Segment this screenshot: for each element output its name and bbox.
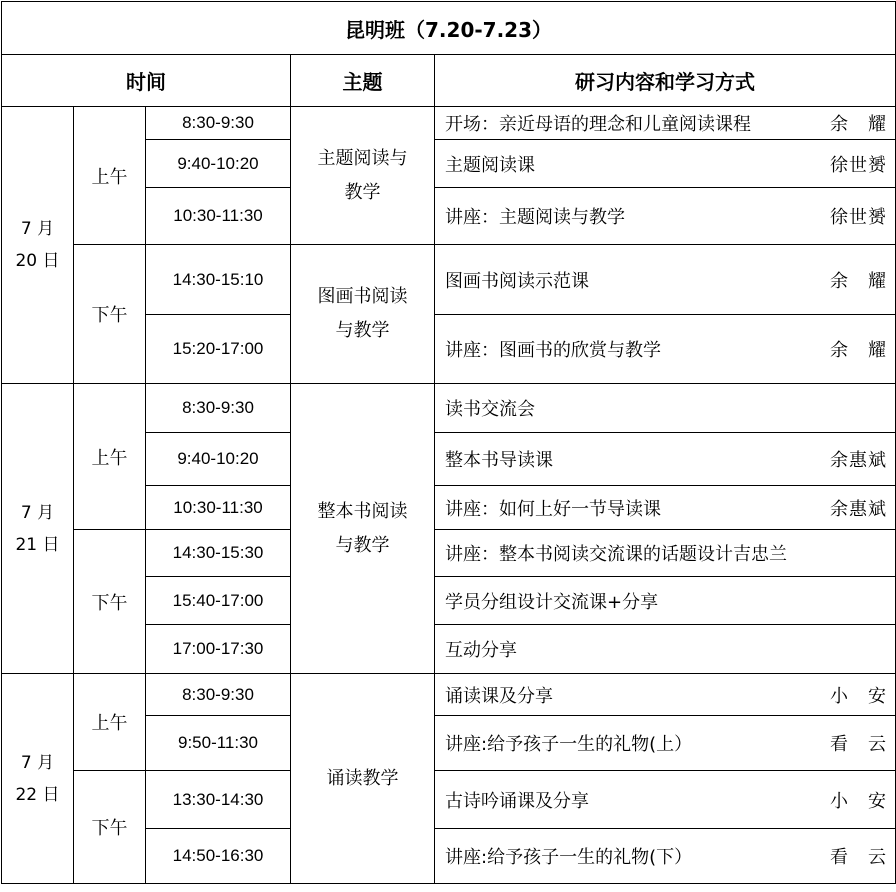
lecturer-name: 小 安 bbox=[830, 790, 888, 812]
period-pm: 下午 bbox=[74, 530, 146, 674]
time-slot: 9:50-11:30 bbox=[146, 716, 291, 771]
theme-cell: 诵读教学 bbox=[291, 674, 435, 884]
lecturer-name: 余惠斌 bbox=[830, 450, 888, 471]
table-title: 昆明班（7.20-7.23） bbox=[2, 2, 896, 55]
date-day: 20 日 bbox=[15, 251, 60, 271]
time-slot: 10:30-11:30 bbox=[146, 486, 291, 530]
time-slot: 8:30-9:30 bbox=[146, 674, 291, 716]
content-cell bbox=[435, 245, 896, 315]
header-theme: 主题 bbox=[291, 55, 435, 107]
date-cell bbox=[2, 674, 74, 884]
content-text: 整本书导读课 bbox=[445, 450, 553, 471]
date-cell bbox=[2, 384, 74, 674]
content-text: 讲座:给予孩子一生的礼物(下） bbox=[445, 847, 693, 868]
header-time: 时间 bbox=[2, 55, 291, 107]
time-slot: 9:40-10:20 bbox=[146, 140, 291, 188]
period-pm: 下午 bbox=[74, 245, 146, 384]
theme-cell: 图画书阅读 与教学 bbox=[291, 245, 435, 384]
content-text: 诵读课及分享 bbox=[445, 685, 553, 707]
time-slot: 13:30-14:30 bbox=[146, 771, 291, 829]
content-cell bbox=[435, 771, 896, 829]
lecturer-name: 余 耀 bbox=[830, 270, 888, 292]
time-slot: 15:20-17:00 bbox=[146, 315, 291, 384]
content-text: 互动分享 bbox=[445, 640, 517, 661]
lecturer-name: 小 安 bbox=[830, 685, 888, 707]
lecturer-name: 徐世赟 bbox=[830, 154, 888, 176]
content-cell bbox=[435, 384, 896, 433]
content-text: 讲座：整本书阅读交流课的话题设计吉忠兰 bbox=[445, 544, 787, 565]
content-cell bbox=[435, 625, 896, 674]
header-content: 研习内容和学习方式 bbox=[435, 55, 896, 107]
content-cell bbox=[435, 829, 896, 884]
date-month: 7 月 bbox=[20, 502, 55, 523]
content-cell bbox=[435, 188, 896, 245]
theme-cell: 主题阅读与 教学 bbox=[291, 107, 435, 245]
time-slot: 14:50-16:30 bbox=[146, 829, 291, 884]
period-pm: 下午 bbox=[74, 771, 146, 884]
content-text: 学员分组设计交流课+分享 bbox=[445, 591, 659, 613]
date-month: 7 月 bbox=[20, 219, 55, 239]
theme-cell: 整本书阅读 与教学 bbox=[291, 384, 435, 674]
content-cell bbox=[435, 486, 896, 530]
lecturer-name: 看 云 bbox=[830, 734, 888, 755]
date-cell bbox=[2, 107, 74, 384]
content-cell bbox=[435, 674, 896, 716]
period-am: 上午 bbox=[74, 107, 146, 245]
content-cell bbox=[435, 530, 896, 577]
content-cell bbox=[435, 315, 896, 384]
content-cell bbox=[435, 577, 896, 625]
time-slot: 17:00-17:30 bbox=[146, 625, 291, 674]
lecturer-name: 看 云 bbox=[830, 847, 888, 868]
content-text: 主题阅读课 bbox=[445, 154, 535, 176]
content-text: 讲座：图画书的欣赏与教学 bbox=[445, 340, 661, 361]
time-slot: 10:30-11:30 bbox=[146, 188, 291, 245]
date-day: 22 日 bbox=[15, 784, 60, 805]
time-slot: 15:40-17:00 bbox=[146, 577, 291, 625]
lecturer-name: 徐世赟 bbox=[830, 207, 888, 228]
content-text: 开场：亲近母语的理念和儿童阅读课程 bbox=[445, 114, 751, 135]
lecturer-name: 余惠斌 bbox=[830, 498, 888, 520]
content-cell bbox=[435, 140, 896, 188]
content-text: 讲座:给予孩子一生的礼物(上） bbox=[445, 734, 693, 755]
lecturer-name: 余 耀 bbox=[830, 340, 888, 361]
period-am: 上午 bbox=[74, 384, 146, 530]
lecturer-name: 余 耀 bbox=[830, 114, 888, 135]
content-cell bbox=[435, 433, 896, 486]
period-am: 上午 bbox=[74, 674, 146, 771]
content-text: 读书交流会 bbox=[445, 399, 535, 420]
content-cell bbox=[435, 107, 896, 140]
time-slot: 14:30-15:30 bbox=[146, 530, 291, 577]
time-slot: 8:30-9:30 bbox=[146, 107, 291, 140]
content-cell bbox=[435, 716, 896, 771]
date-day: 21 日 bbox=[15, 534, 60, 555]
content-text: 古诗吟诵课及分享 bbox=[445, 790, 589, 812]
time-slot: 8:30-9:30 bbox=[146, 384, 291, 433]
content-text: 讲座：主题阅读与教学 bbox=[445, 207, 625, 228]
time-slot: 9:40-10:20 bbox=[146, 433, 291, 486]
time-slot: 14:30-15:10 bbox=[146, 245, 291, 315]
date-month: 7 月 bbox=[20, 752, 55, 773]
content-text: 讲座：如何上好一节导读课 bbox=[445, 498, 661, 520]
content-text: 图画书阅读示范课 bbox=[445, 270, 589, 292]
schedule-table bbox=[1, 1, 896, 884]
